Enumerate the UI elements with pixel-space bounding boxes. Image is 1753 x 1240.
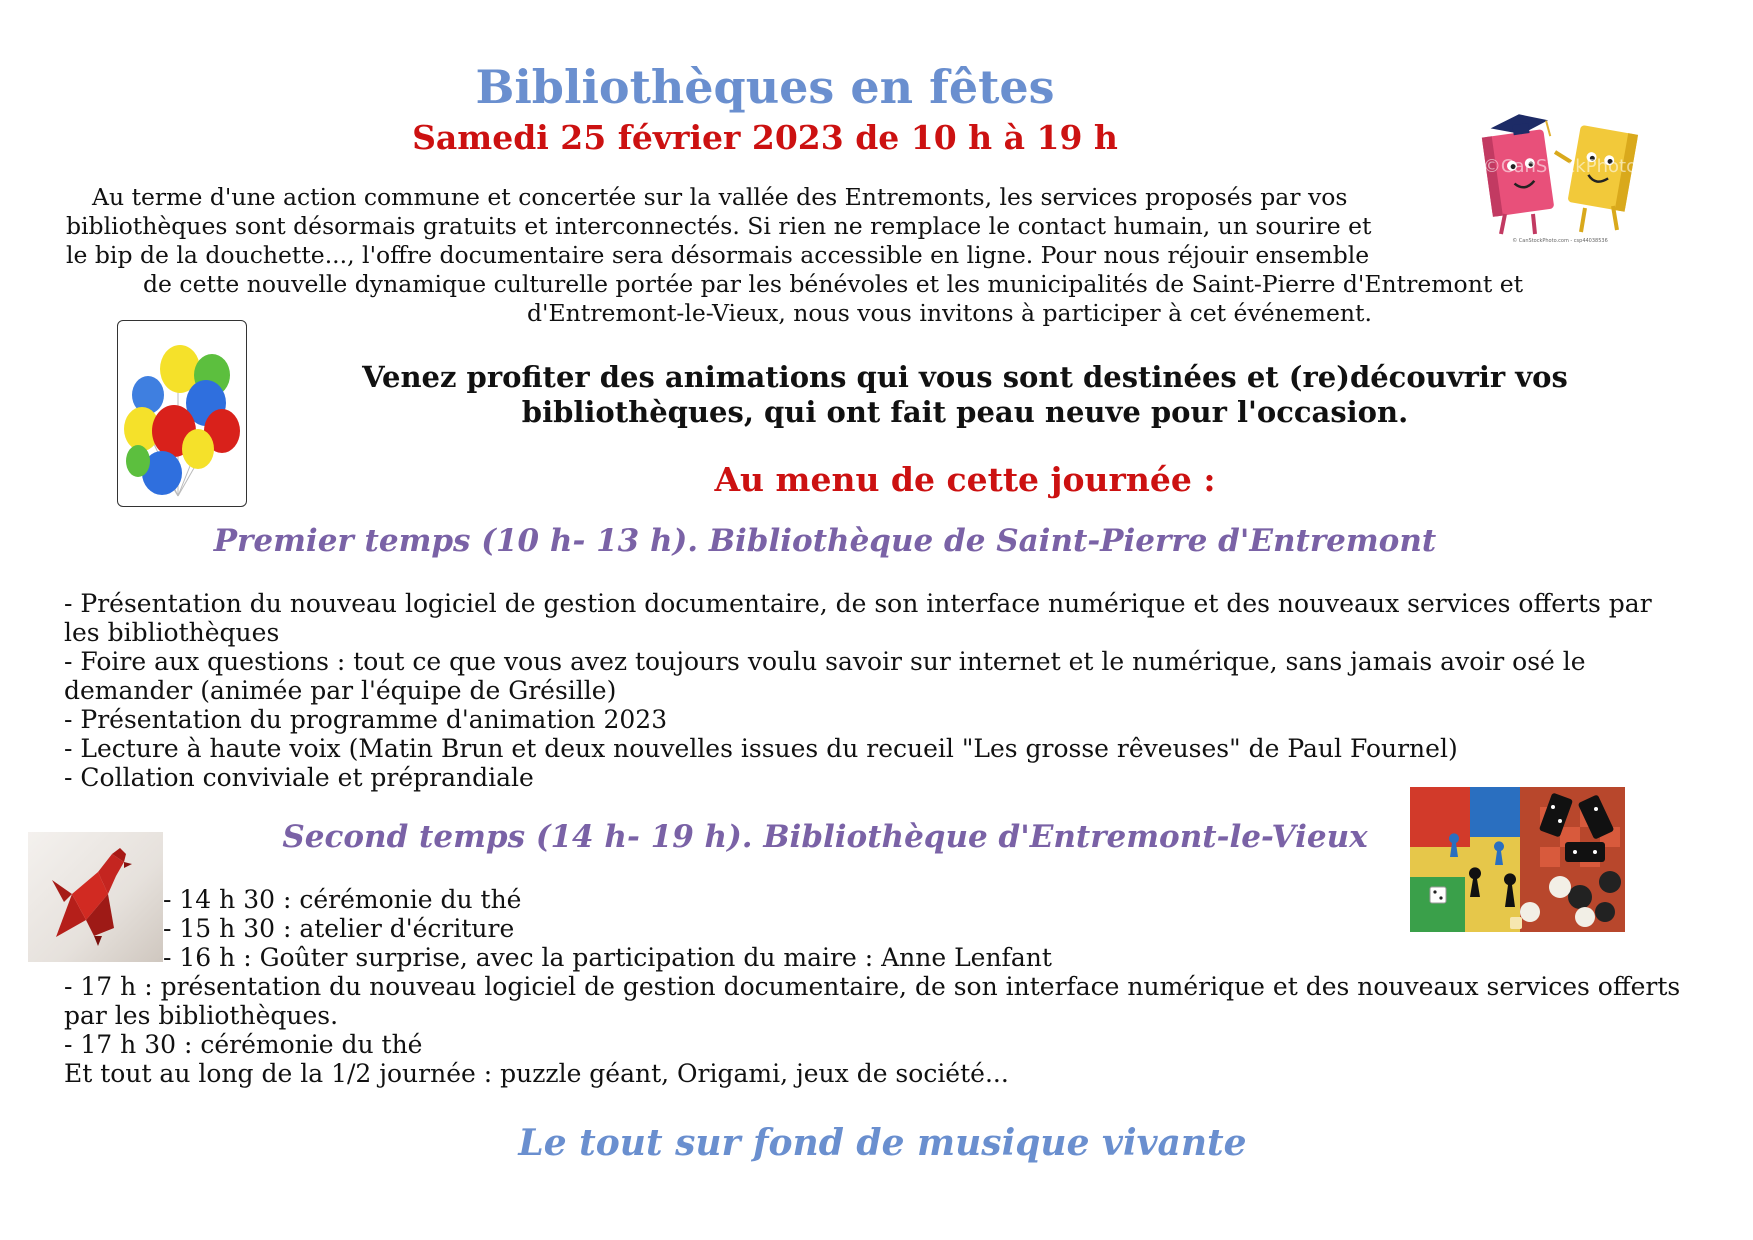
first-line-2: les bibliothèques <box>64 618 280 647</box>
first-part-heading: Premier temps (10 h- 13 h). Bibliothèque de Saint-Pierre d'Entremont <box>213 523 1437 559</box>
second-part-heading: Second temps (14 h- 19 h). Bibliothèque d'Entremont-le-Vieux <box>282 819 1368 855</box>
first-line-3: - Foire aux questions : tout ce que vous avez toujours voulu savoir sur internet et le numérique, sans jamais avoir osé le <box>64 647 1586 676</box>
watermark-text: ©CanStockPhoto <box>1482 156 1638 177</box>
books-illustration <box>1475 102 1645 247</box>
second-line-3: - 17 h 30 : cérémonie du thé <box>64 1030 423 1059</box>
invitation-line-2: bibliothèques, qui ont fait peau neuve pour l'occasion. <box>521 395 1409 429</box>
second-indented-line-2: - 15 h 30 : atelier d'écriture <box>163 914 515 943</box>
second-indented-line-3: - 16 h : Goûter surprise, avec la participation du maire : Anne Lenfant <box>163 943 1052 972</box>
board-games-image <box>1410 787 1625 932</box>
second-line-2: par les bibliothèques. <box>64 1001 339 1030</box>
origami-rooster-image <box>28 832 163 962</box>
footer-text: Le tout sur fond de musique vivante <box>518 1122 1247 1164</box>
image-credit: © CanStockPhoto.com - csp44038536 <box>1512 238 1608 244</box>
second-indented-line-1: - 14 h 30 : cérémonie du thé <box>163 885 522 914</box>
first-line-1: - Présentation du nouveau logiciel de gestion documentaire, de son interface numérique et des nouveaux services offerts par <box>64 589 1652 618</box>
intro-line-5: d'Entremont-le-Vieux, nous vous invitons à participer à cet événement. <box>527 299 1372 327</box>
second-line-1: - 17 h : présentation du nouveau logiciel de gestion documentaire, de son interface numérique et des nouveaux services offerts <box>64 972 1681 1001</box>
invitation-text <box>300 360 1630 430</box>
intro-line-4: de cette nouvelle dynamique culturelle portée par les bénévoles et les municipalités de Saint-Pierre d'Entremont et <box>143 270 1524 298</box>
balloons-illustration <box>117 320 247 507</box>
intro-line-3: le bip de la douchette..., l'offre documentaire sera désormais accessible en ligne. Pour nous réjouir ensemble <box>66 241 1370 269</box>
intro-line-1: Au terme d'une action commune et concertée sur la vallée des Entremonts, les services proposés par vos <box>92 183 1348 211</box>
first-line-5: - Présentation du programme d'animation 2023 <box>64 705 668 734</box>
first-line-4: demander (animée par l'équipe de Grésille) <box>64 676 617 705</box>
intro-line-2: bibliothèques sont désormais gratuits et interconnectés. Si rien ne remplace le contact humain, un sourire et <box>66 212 1372 240</box>
first-line-6: - Lecture à haute voix (Matin Brun et deux nouvelles issues du recueil "Les grosse rêveuses" de Paul Fournel) <box>64 734 1458 763</box>
second-line-4: Et tout au long de la 1/2 journée : puzzle géant, Origami, jeux de société... <box>64 1059 1009 1088</box>
menu-heading: Au menu de cette journée : <box>714 460 1216 499</box>
first-line-7: - Collation conviviale et préprandiale <box>64 763 534 792</box>
document-title: Bibliothèques en fêtes <box>475 60 1055 114</box>
invitation-line-1: Venez profiter des animations qui vous sont destinées et (re)découvrir vos <box>362 360 1568 394</box>
event-date: Samedi 25 février 2023 de 10 h à 19 h <box>412 118 1118 157</box>
